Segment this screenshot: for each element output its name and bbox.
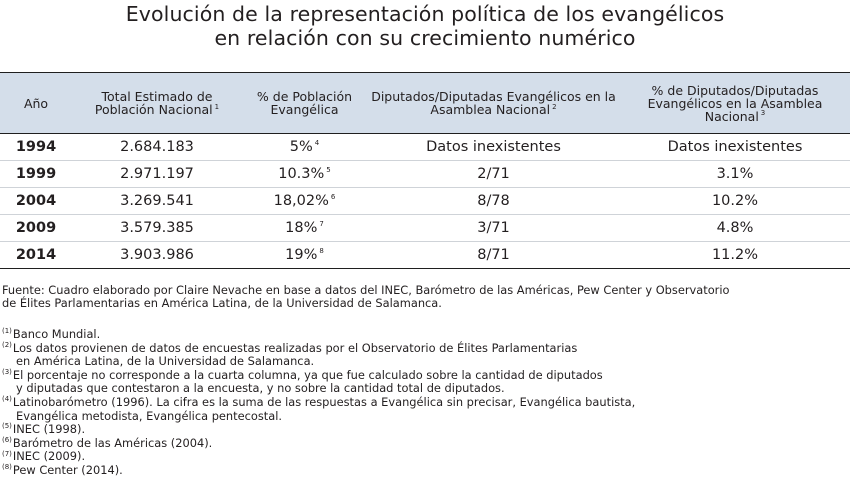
year-cell-value: 1999 — [15, 166, 57, 182]
column-header — [242, 73, 367, 134]
footnote — [2, 464, 848, 478]
footnote-number: (2) — [2, 340, 12, 349]
evangelical-pct-cell — [242, 242, 367, 269]
column-header — [0, 73, 72, 134]
footnote-text: Latinobarómetro (1996). La cifra es la suma de las respuestas a Evangélica sin precisar, Evangélica bautista, — [12, 394, 636, 409]
footnote-ref: 7 — [319, 220, 324, 229]
evangelical-pct-cell-value: 5% — [289, 139, 313, 155]
footnote-number: (6) — [2, 435, 12, 444]
title-line-2: en relación con su crecimiento numérico — [214, 26, 636, 50]
population-cell-value: 3.579.385 — [120, 220, 194, 236]
column-header-label: % de Diputados/Diputadas Evangélicos en la Asamblea Nacional — [647, 82, 823, 124]
footnote-text: Banco Mundial. — [12, 327, 101, 341]
deputies-pct-cell — [620, 188, 850, 215]
table-row — [0, 134, 850, 161]
population-cell — [72, 188, 242, 215]
footnote-ref: 6 — [330, 193, 336, 202]
footnote-text: INEC (2009). — [12, 449, 86, 464]
evangelical-pct-cell-value: 19% — [285, 247, 318, 263]
population-cell-value: 2.971.197 — [120, 166, 194, 182]
table-body — [0, 134, 850, 269]
source-line-1: Fuente: Cuadro elaborado por Claire Nevache en base a datos del INEC, Barómetro de las Américas, Pew Center y Observatorio — [2, 283, 730, 297]
deputies-cell-value: 8/78 — [477, 193, 510, 209]
table-row — [0, 188, 850, 215]
footnote-number: (4) — [2, 395, 12, 404]
population-cell-value: 2.684.183 — [120, 139, 194, 155]
evangelical-pct-cell-value: 10.3% — [278, 166, 325, 182]
deputies-cell — [367, 242, 620, 269]
footnote-number: (7) — [2, 449, 12, 458]
column-header-label: Diputados/Diputadas Evangélicos en la Asamblea Nacional — [371, 89, 616, 117]
deputies-pct-cell-value: 3.1% — [716, 166, 754, 182]
evangelical-pct-cell — [242, 134, 367, 161]
table-row — [0, 215, 850, 242]
deputies-cell — [367, 161, 620, 188]
footnote-ref: 1 — [214, 102, 220, 111]
footnote — [2, 437, 848, 451]
footnote — [2, 450, 848, 464]
year-cell — [0, 161, 72, 188]
evangelical-pct-cell — [242, 188, 367, 215]
data-table — [0, 72, 850, 269]
footnote-continuation: Evangélica metodista, Evangélica pentecostal. — [16, 408, 283, 423]
deputies-pct-cell — [620, 242, 850, 269]
year-cell — [0, 242, 72, 269]
source-line-2: de Élites Parlamentarias en América Latina, de la Universidad de Salamanca. — [2, 296, 442, 310]
footnote — [2, 396, 848, 423]
population-cell — [72, 215, 242, 242]
column-header-label: Año — [23, 95, 49, 111]
deputies-pct-cell — [620, 134, 850, 161]
footnote — [2, 328, 848, 342]
deputies-cell-value: 2/71 — [477, 166, 510, 182]
deputies-pct-cell-value: 11.2% — [711, 247, 759, 263]
column-header-label: Total Estimado de Población Nacional — [94, 89, 213, 117]
year-cell-value: 2004 — [15, 193, 57, 209]
column-header — [72, 73, 242, 134]
footnote-ref: 5 — [326, 166, 331, 175]
year-cell-value: 2014 — [15, 247, 57, 263]
evangelical-pct-cell-value: 18% — [285, 220, 318, 236]
table-row — [0, 242, 850, 269]
deputies-cell-value: 8/71 — [477, 247, 510, 263]
year-cell-value: 1994 — [15, 139, 57, 155]
footnote-ref: 2 — [552, 102, 557, 111]
footnote-text: INEC (1998). — [12, 422, 86, 437]
source-note — [2, 284, 848, 310]
footnote-text: Los datos provienen de datos de encuestas realizadas por el Observatorio de Élites Parlamentarias — [12, 340, 578, 355]
column-header-label: % de Población Evangélica — [256, 89, 353, 117]
evangelical-pct-cell — [242, 215, 367, 242]
footnote-number: (5) — [2, 422, 12, 431]
footnote-continuation: en América Latina, de la Universidad de Salamanca. — [16, 354, 315, 369]
deputies-pct-cell-value: 10.2% — [711, 193, 759, 209]
table-header-row — [0, 73, 850, 134]
year-cell — [0, 134, 72, 161]
deputies-cell — [367, 188, 620, 215]
column-header — [620, 73, 850, 134]
population-cell-value: 3.903.986 — [120, 247, 194, 263]
year-cell — [0, 215, 72, 242]
population-cell — [72, 161, 242, 188]
footnote-number: (8) — [2, 463, 12, 472]
year-cell — [0, 188, 72, 215]
deputies-pct-cell — [620, 161, 850, 188]
column-header — [367, 73, 620, 134]
table-row — [0, 161, 850, 188]
footnote-text: Barómetro de las Américas (2004). — [12, 435, 213, 450]
page-title — [0, 2, 850, 50]
footnote-text: Pew Center (2014). — [12, 462, 123, 477]
population-cell-value: 3.269.541 — [120, 193, 194, 209]
deputies-pct-cell-value: 4.8% — [716, 220, 754, 236]
footnote-number: (1) — [2, 327, 12, 336]
footnote — [2, 423, 848, 437]
footnote-text: El porcentaje no corresponde a la cuarta columna, ya que fue calculado sobre la cantidad de diputados — [12, 367, 603, 382]
footnote — [2, 369, 848, 396]
year-cell-value: 2009 — [15, 220, 57, 236]
footnote — [2, 342, 848, 369]
footnote-ref: 3 — [760, 109, 766, 118]
deputies-cell-value: 3/71 — [477, 220, 510, 236]
population-cell — [72, 242, 242, 269]
footnote-ref: 4 — [314, 139, 320, 148]
evangelical-pct-cell — [242, 161, 367, 188]
footnote-number: (3) — [2, 367, 12, 376]
deputies-pct-cell-value: Datos inexistentes — [667, 139, 803, 155]
footnotes — [2, 328, 848, 478]
deputies-cell — [367, 215, 620, 242]
title-line-1: Evolución de la representación política de los evangélicos — [125, 2, 725, 26]
deputies-pct-cell — [620, 215, 850, 242]
footnote-ref: 8 — [319, 247, 324, 256]
population-cell — [72, 134, 242, 161]
footnote-continuation: y diputadas que contestaron a la encuesta, y no sobre la cantidad total de diputados. — [16, 381, 505, 396]
evangelical-pct-cell-value: 18,02% — [273, 193, 329, 209]
deputies-cell-value: Datos inexistentes — [426, 139, 561, 155]
deputies-cell — [367, 134, 620, 161]
